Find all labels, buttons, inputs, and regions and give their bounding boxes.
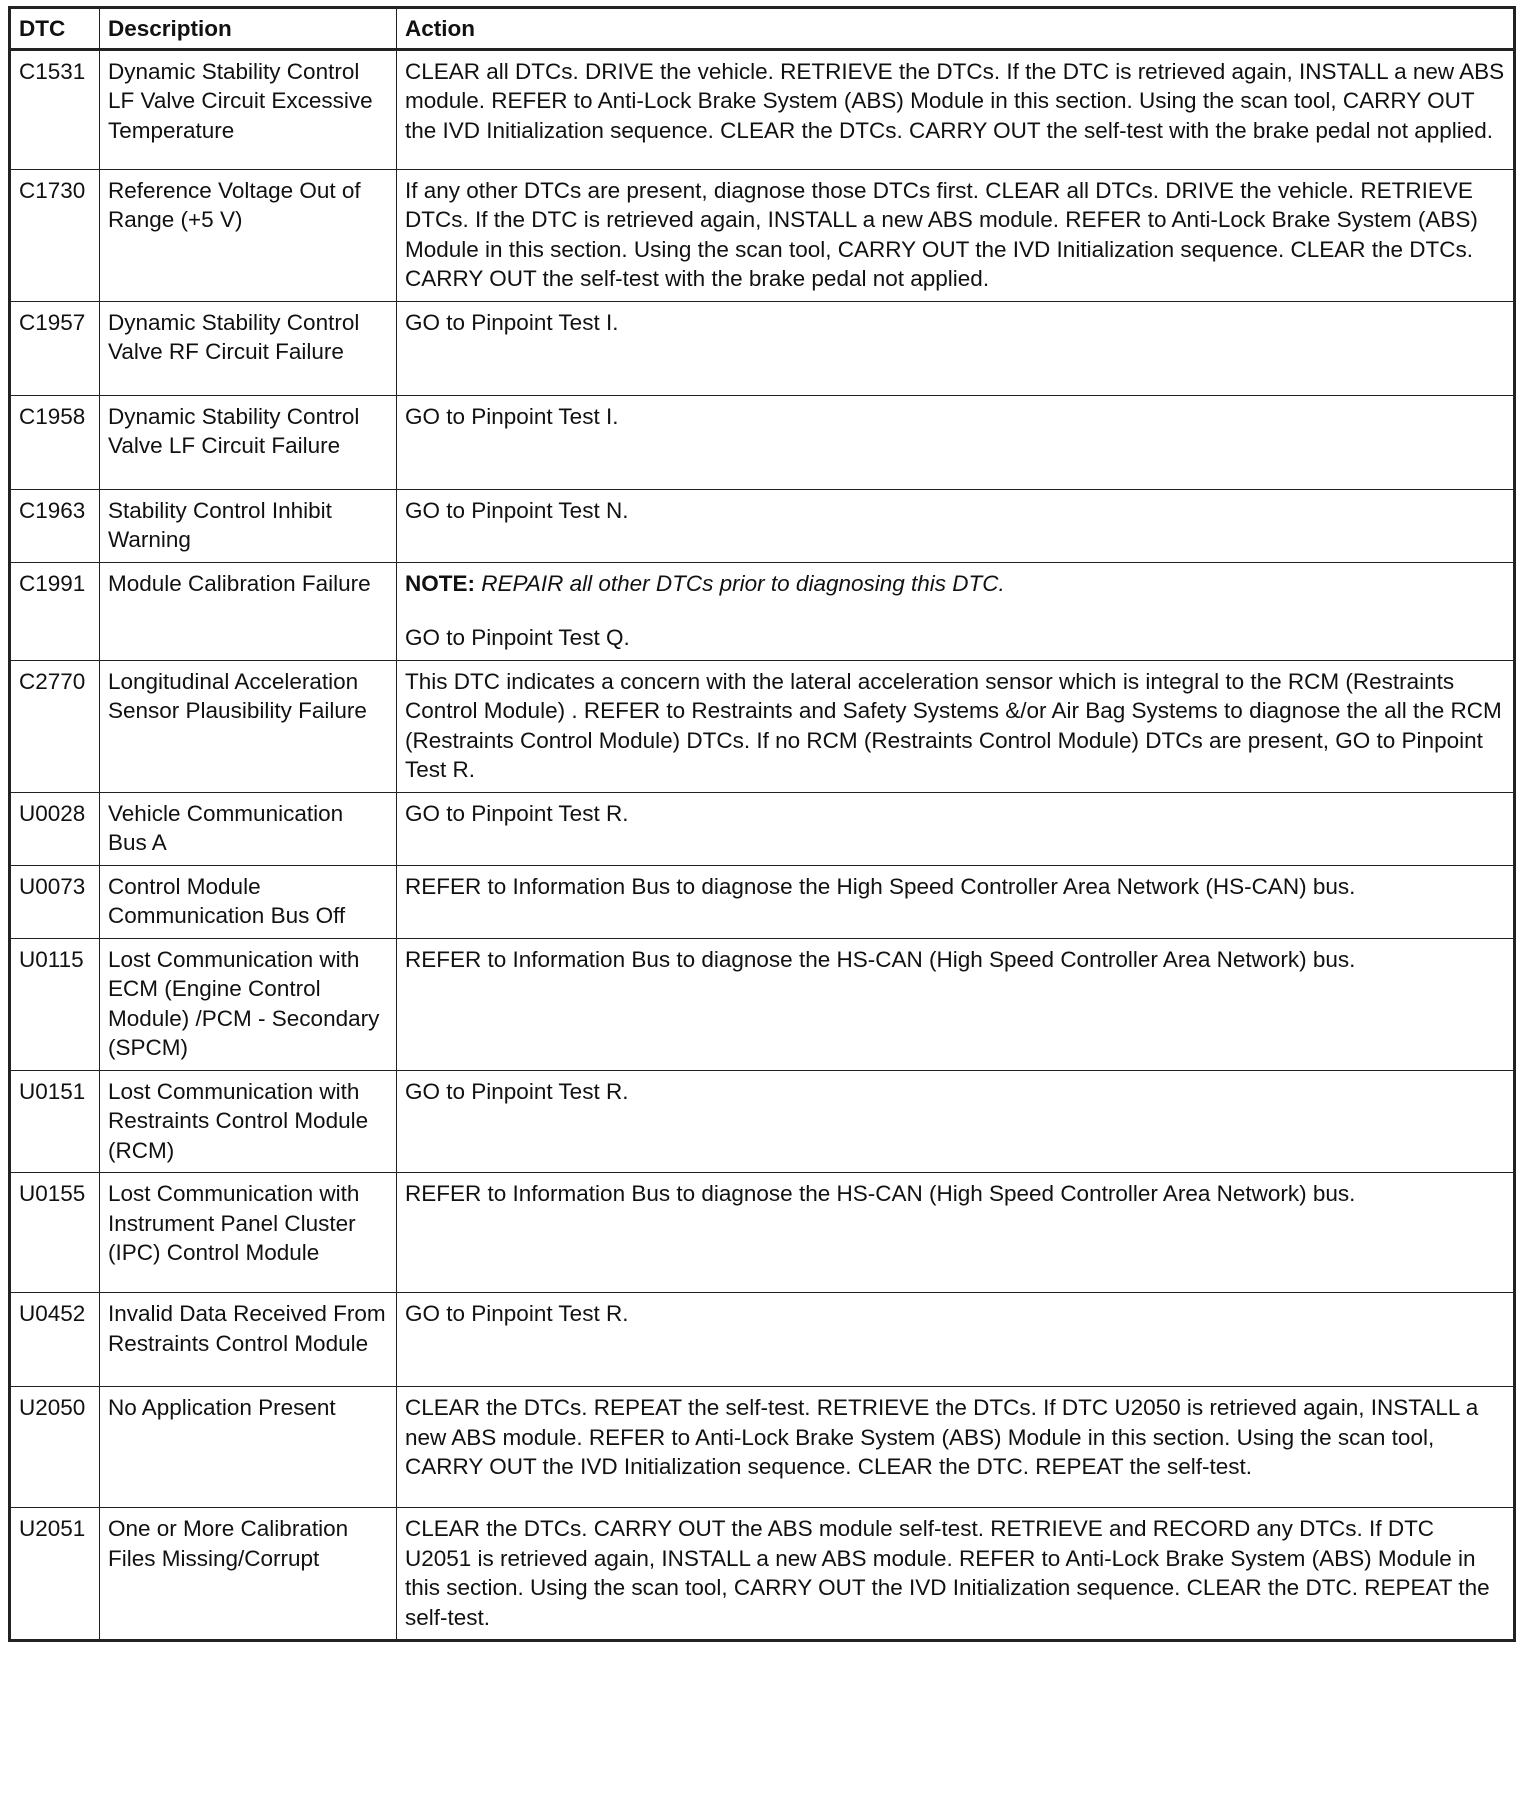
table-row — [10, 301, 1515, 395]
table-row — [10, 562, 1515, 660]
dtc-description: Invalid Data Received From Restraints Control Module — [100, 1293, 397, 1387]
dtc-code: U0073 — [10, 865, 100, 938]
table-row — [10, 1070, 1515, 1173]
dtc-code: C1963 — [10, 489, 100, 562]
dtc-code: U0155 — [10, 1173, 100, 1293]
dtc-description: One or More Calibration Files Missing/Corrupt — [100, 1508, 397, 1641]
dtc-action: CLEAR all DTCs. DRIVE the vehicle. RETRIEVE the DTCs. If the DTC is retrieved again, INSTALL a new ABS module. REFER to Anti-Lock Brake System (ABS) Module in this section. Using the scan tool, CARRY OUT the IVD Initialization sequence. CLEAR the DTCs. CARRY OUT the self-test with the brake pedal not applied. — [397, 49, 1515, 169]
dtc-description: Lost Communication with ECM (Engine Control Module) /PCM - Secondary (SPCM) — [100, 938, 397, 1070]
dtc-code: U2051 — [10, 1508, 100, 1641]
dtc-description: Lost Communication with Restraints Control Module (RCM) — [100, 1070, 397, 1173]
table-row — [10, 489, 1515, 562]
note-text: REPAIR all other DTCs prior to diagnosing this DTC. — [481, 570, 1005, 596]
dtc-action: REFER to Information Bus to diagnose the High Speed Controller Area Network (HS-CAN) bus. — [397, 865, 1515, 938]
dtc-action: GO to Pinpoint Test I. — [397, 301, 1515, 395]
dtc-description: Reference Voltage Out of Range (+5 V) — [100, 169, 397, 301]
table-row — [10, 395, 1515, 489]
dtc-code: U0115 — [10, 938, 100, 1070]
table-row — [10, 1508, 1515, 1641]
dtc-description: Dynamic Stability Control Valve RF Circuit Failure — [100, 301, 397, 395]
table-row — [10, 660, 1515, 792]
dtc-action: GO to Pinpoint Test I. — [397, 395, 1515, 489]
dtc-code: C1991 — [10, 562, 100, 660]
dtc-action: GO to Pinpoint Test R. — [397, 1293, 1515, 1387]
dtc-code: U0452 — [10, 1293, 100, 1387]
table-row — [10, 938, 1515, 1070]
note-spacer — [405, 598, 1505, 623]
dtc-action: GO to Pinpoint Test N. — [397, 489, 1515, 562]
dtc-action: This DTC indicates a concern with the lateral acceleration sensor which is integral to the RCM (Restraints Control Module) . REFER to Restraints and Safety Systems &/or Air Bag Systems to diagnose the all the RCM (Restraints Control Module) DTCs. If no RCM (Restraints Control Module) DTCs are present, GO to Pinpoint Test R. — [397, 660, 1515, 792]
table-row — [10, 792, 1515, 865]
dtc-action: CLEAR the DTCs. CARRY OUT the ABS module self-test. RETRIEVE and RECORD any DTCs. If DTC U2051 is retrieved again, INSTALL a new ABS module. REFER to Anti-Lock Brake System (ABS) Module in this section. Using the scan tool, CARRY OUT the IVD Initialization sequence. CLEAR the DTC. REPEAT the self-test. — [397, 1508, 1515, 1641]
dtc-action: GO to Pinpoint Test R. — [397, 792, 1515, 865]
dtc-description: No Application Present — [100, 1387, 397, 1508]
dtc-code: C1958 — [10, 395, 100, 489]
dtc-code: C1957 — [10, 301, 100, 395]
header-dtc: DTC — [10, 8, 100, 50]
dtc-code: C2770 — [10, 660, 100, 792]
dtc-action: REFER to Information Bus to diagnose the HS-CAN (High Speed Controller Area Network) bus. — [397, 938, 1515, 1070]
dtc-code: U0028 — [10, 792, 100, 865]
dtc-code: U2050 — [10, 1387, 100, 1508]
dtc-code: U0151 — [10, 1070, 100, 1173]
dtc-table — [8, 6, 1516, 1642]
dtc-action-with-note — [397, 562, 1515, 660]
header-action: Action — [397, 8, 1515, 50]
dtc-description: Longitudinal Acceleration Sensor Plausibility Failure — [100, 660, 397, 792]
table-row — [10, 169, 1515, 301]
dtc-action: GO to Pinpoint Test R. — [397, 1070, 1515, 1173]
document-page — [8, 6, 1513, 1642]
table-row — [10, 865, 1515, 938]
dtc-action: GO to Pinpoint Test Q. — [405, 625, 630, 650]
table-row — [10, 1173, 1515, 1293]
dtc-action: CLEAR the DTCs. REPEAT the self-test. RETRIEVE the DTCs. If DTC U2050 is retrieved again, INSTALL a new ABS module. REFER to Anti-Lock Brake System (ABS) Module in this section. Using the scan tool, CARRY OUT the IVD Initialization sequence. CLEAR the DTC. REPEAT the self-test. — [397, 1387, 1515, 1508]
dtc-action: If any other DTCs are present, diagnose those DTCs first. CLEAR all DTCs. DRIVE the vehicle. RETRIEVE DTCs. If the DTC is retrieved again, INSTALL a new ABS module. REFER to Anti-Lock Brake System (ABS) Module in this section. Using the scan tool, CARRY OUT the IVD Initialization sequence. CLEAR the DTCs. CARRY OUT the self-test with the brake pedal not applied. — [397, 169, 1515, 301]
dtc-description: Stability Control Inhibit Warning — [100, 489, 397, 562]
note-label: NOTE: — [405, 570, 475, 596]
table-row — [10, 49, 1515, 169]
dtc-description: Control Module Communication Bus Off — [100, 865, 397, 938]
dtc-description: Dynamic Stability Control Valve LF Circuit Failure — [100, 395, 397, 489]
dtc-code: C1730 — [10, 169, 100, 301]
dtc-action: REFER to Information Bus to diagnose the HS-CAN (High Speed Controller Area Network) bus. — [397, 1173, 1515, 1293]
dtc-description: Dynamic Stability Control LF Valve Circuit Excessive Temperature — [100, 49, 397, 169]
table-row — [10, 1293, 1515, 1387]
dtc-description: Module Calibration Failure — [100, 562, 397, 660]
dtc-description: Vehicle Communication Bus A — [100, 792, 397, 865]
header-description: Description — [100, 8, 397, 50]
table-header-row — [10, 8, 1515, 50]
dtc-code: C1531 — [10, 49, 100, 169]
dtc-description: Lost Communication with Instrument Panel Cluster (IPC) Control Module — [100, 1173, 397, 1293]
table-row — [10, 1387, 1515, 1508]
